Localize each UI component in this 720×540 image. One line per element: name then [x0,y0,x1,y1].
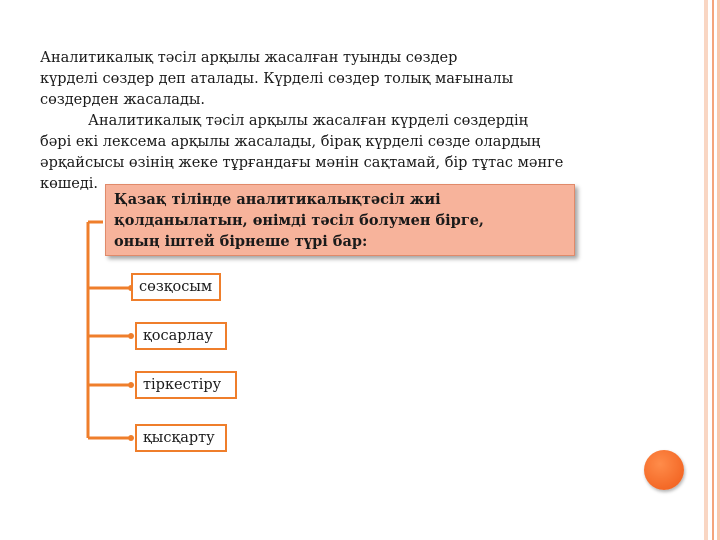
type-box-kyskartu: қысқарту [135,424,227,452]
text-line: сөздерден жасалады. [40,92,206,108]
text-line: Аналитикалық тәсіл арқылы жасалған күрделі сөздердің [88,113,528,129]
connector-dot [128,435,134,441]
callout-line: қолданылатын, өнімді тәсіл болумен бірге, [114,212,484,229]
callout-line: Қазақ тілінде аналитикалықтәсіл жиі [114,191,441,208]
connector-dot [128,333,134,339]
decorative-circle [644,450,684,490]
type-box-kosarlau: қосарлау [135,322,227,350]
text-line: Аналитикалық тәсіл арқылы жасалған туынды сөздер [40,50,458,66]
connector-dot [128,382,134,388]
type-box-tirkestiru: тіркестіру [135,371,237,399]
text-line: көшеді. [40,176,99,192]
text-line: әрқайсысы өзінің жеке тұрғандағы мәнін сақтамай, бір тұтас мәнге [40,155,564,171]
callout-line: оның іштей бірнеше түрі бар: [114,233,368,250]
text-line: бәрі екі лексема арқылы жасалады, бірақ күрделі сөзде олардың [40,134,541,150]
text-line: күрделі сөздер деп аталады. Күрделі сөздер толық мағыналы [40,71,514,87]
callout-box [105,184,575,256]
type-box-sozkosym: сөзқосым [131,273,221,301]
